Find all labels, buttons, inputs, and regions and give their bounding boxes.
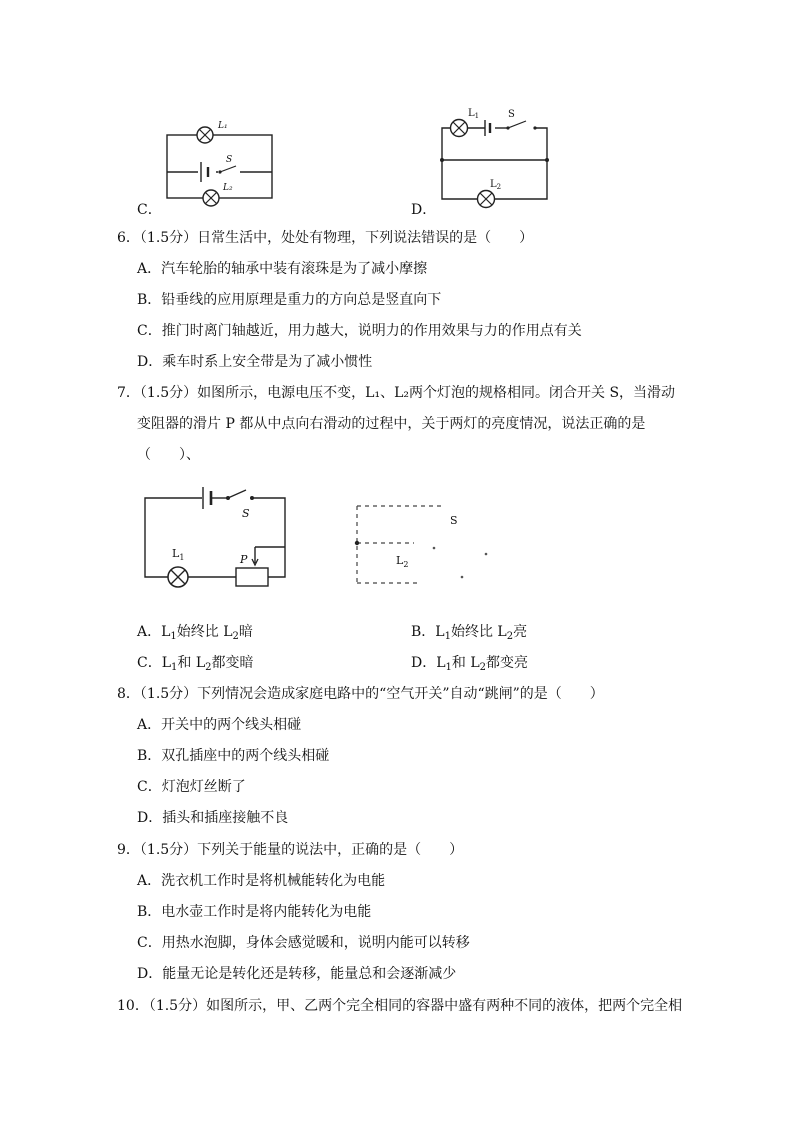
q7-option-c: C．$L_1$和 $L_2$都变暗: [137, 655, 254, 673]
lamp-l2-label: $L_2$: [396, 554, 409, 569]
q6-option-a: A．汽车轮胎的轴承中装有滚珠是为了减小摩擦: [137, 261, 428, 277]
q6-option-b: B．铅垂线的应用原理是重力的方向总是竖直向下: [137, 292, 442, 308]
lamp2-label: $L_2$: [490, 179, 502, 191]
slider-p-label: P: [240, 553, 248, 566]
q6-option-d: D．乘车时系上安全带是为了减小惯性: [137, 354, 373, 370]
q7-circuit-figure-2: [354, 498, 494, 588]
lamp-l1-label: $L_1$: [172, 547, 185, 562]
question-10-stem: 10．（1.5分）如图所示，甲、乙两个完全相同的容器中盛有两种不同的液体，把两个完全相: [117, 998, 683, 1014]
option-c-label: C．: [137, 202, 162, 218]
q8-option-c: C．灯泡灯丝断了: [137, 779, 246, 795]
switch-label: S: [508, 109, 515, 120]
switch-s-label: S: [450, 514, 458, 527]
question-6-stem: 6．（1.5分）日常生活中，处处有物理，下列说法错误的是（ ）: [117, 230, 534, 246]
lamp1-label: $L_1$: [468, 108, 480, 120]
q7-option-b: B．$L_1$始终比 $L_2$亮: [411, 624, 528, 642]
q8-option-b: B．双孔插座中的两个线头相碰: [137, 748, 330, 764]
q9-option-b: B．电水壶工作时是将内能转化为电能: [137, 904, 372, 920]
q9-option-a: A．洗衣机工作时是将机械能转化为电能: [137, 873, 386, 889]
option-d-label: D．: [411, 202, 437, 218]
question-7-stem-line2: 变阻器的滑片 P 都从中点向右滑动的过程中，关于两灯的亮度情况，说法正确的是: [137, 416, 646, 432]
q8-option-a: A．开关中的两个线头相碰: [137, 717, 302, 733]
question-9-stem: 9．（1.5分）下列关于能量的说法中，正确的是（ ）: [117, 842, 464, 858]
question-8-stem: 8．（1.5分）下列情况会造成家庭电路中的“空气开关”自动“跳闸”的是（ ）: [117, 686, 604, 702]
q9-option-d: D．能量无论是转化还是转移，能量总和会逐渐减少: [137, 966, 457, 982]
q7-option-d: D．$L_1$和 $L_2$都变亮: [411, 655, 529, 673]
switch-s-label: S: [242, 507, 250, 520]
q7-option-a: A．$L_1$始终比 $L_2$暗: [137, 624, 253, 642]
question-7-stem-line1: 7．（1.5分）如图所示，电源电压不变，L₁、L₂两个灯泡的规格相同。闭合开关 S，当滑动: [117, 385, 676, 401]
q7-circuit-figure-1: [140, 485, 290, 585]
lamp-l1-label: L₁: [218, 121, 228, 131]
q6-option-c: C．推门时离门轴越近，用力越大，说明力的作用效果与力的作用点有关: [137, 323, 582, 339]
circuit-figure-d: [438, 102, 553, 214]
circuit-figure-c: [160, 118, 280, 213]
switch-s-label: S: [226, 155, 233, 165]
question-7-stem-line3: （ ）、: [137, 447, 200, 463]
lamp-l2-label: L₂: [223, 183, 233, 193]
q8-option-d: D．插头和插座接触不良: [137, 810, 289, 826]
q9-option-c: C．用热水泡脚，身体会感觉暖和，说明内能可以转移: [137, 935, 470, 951]
